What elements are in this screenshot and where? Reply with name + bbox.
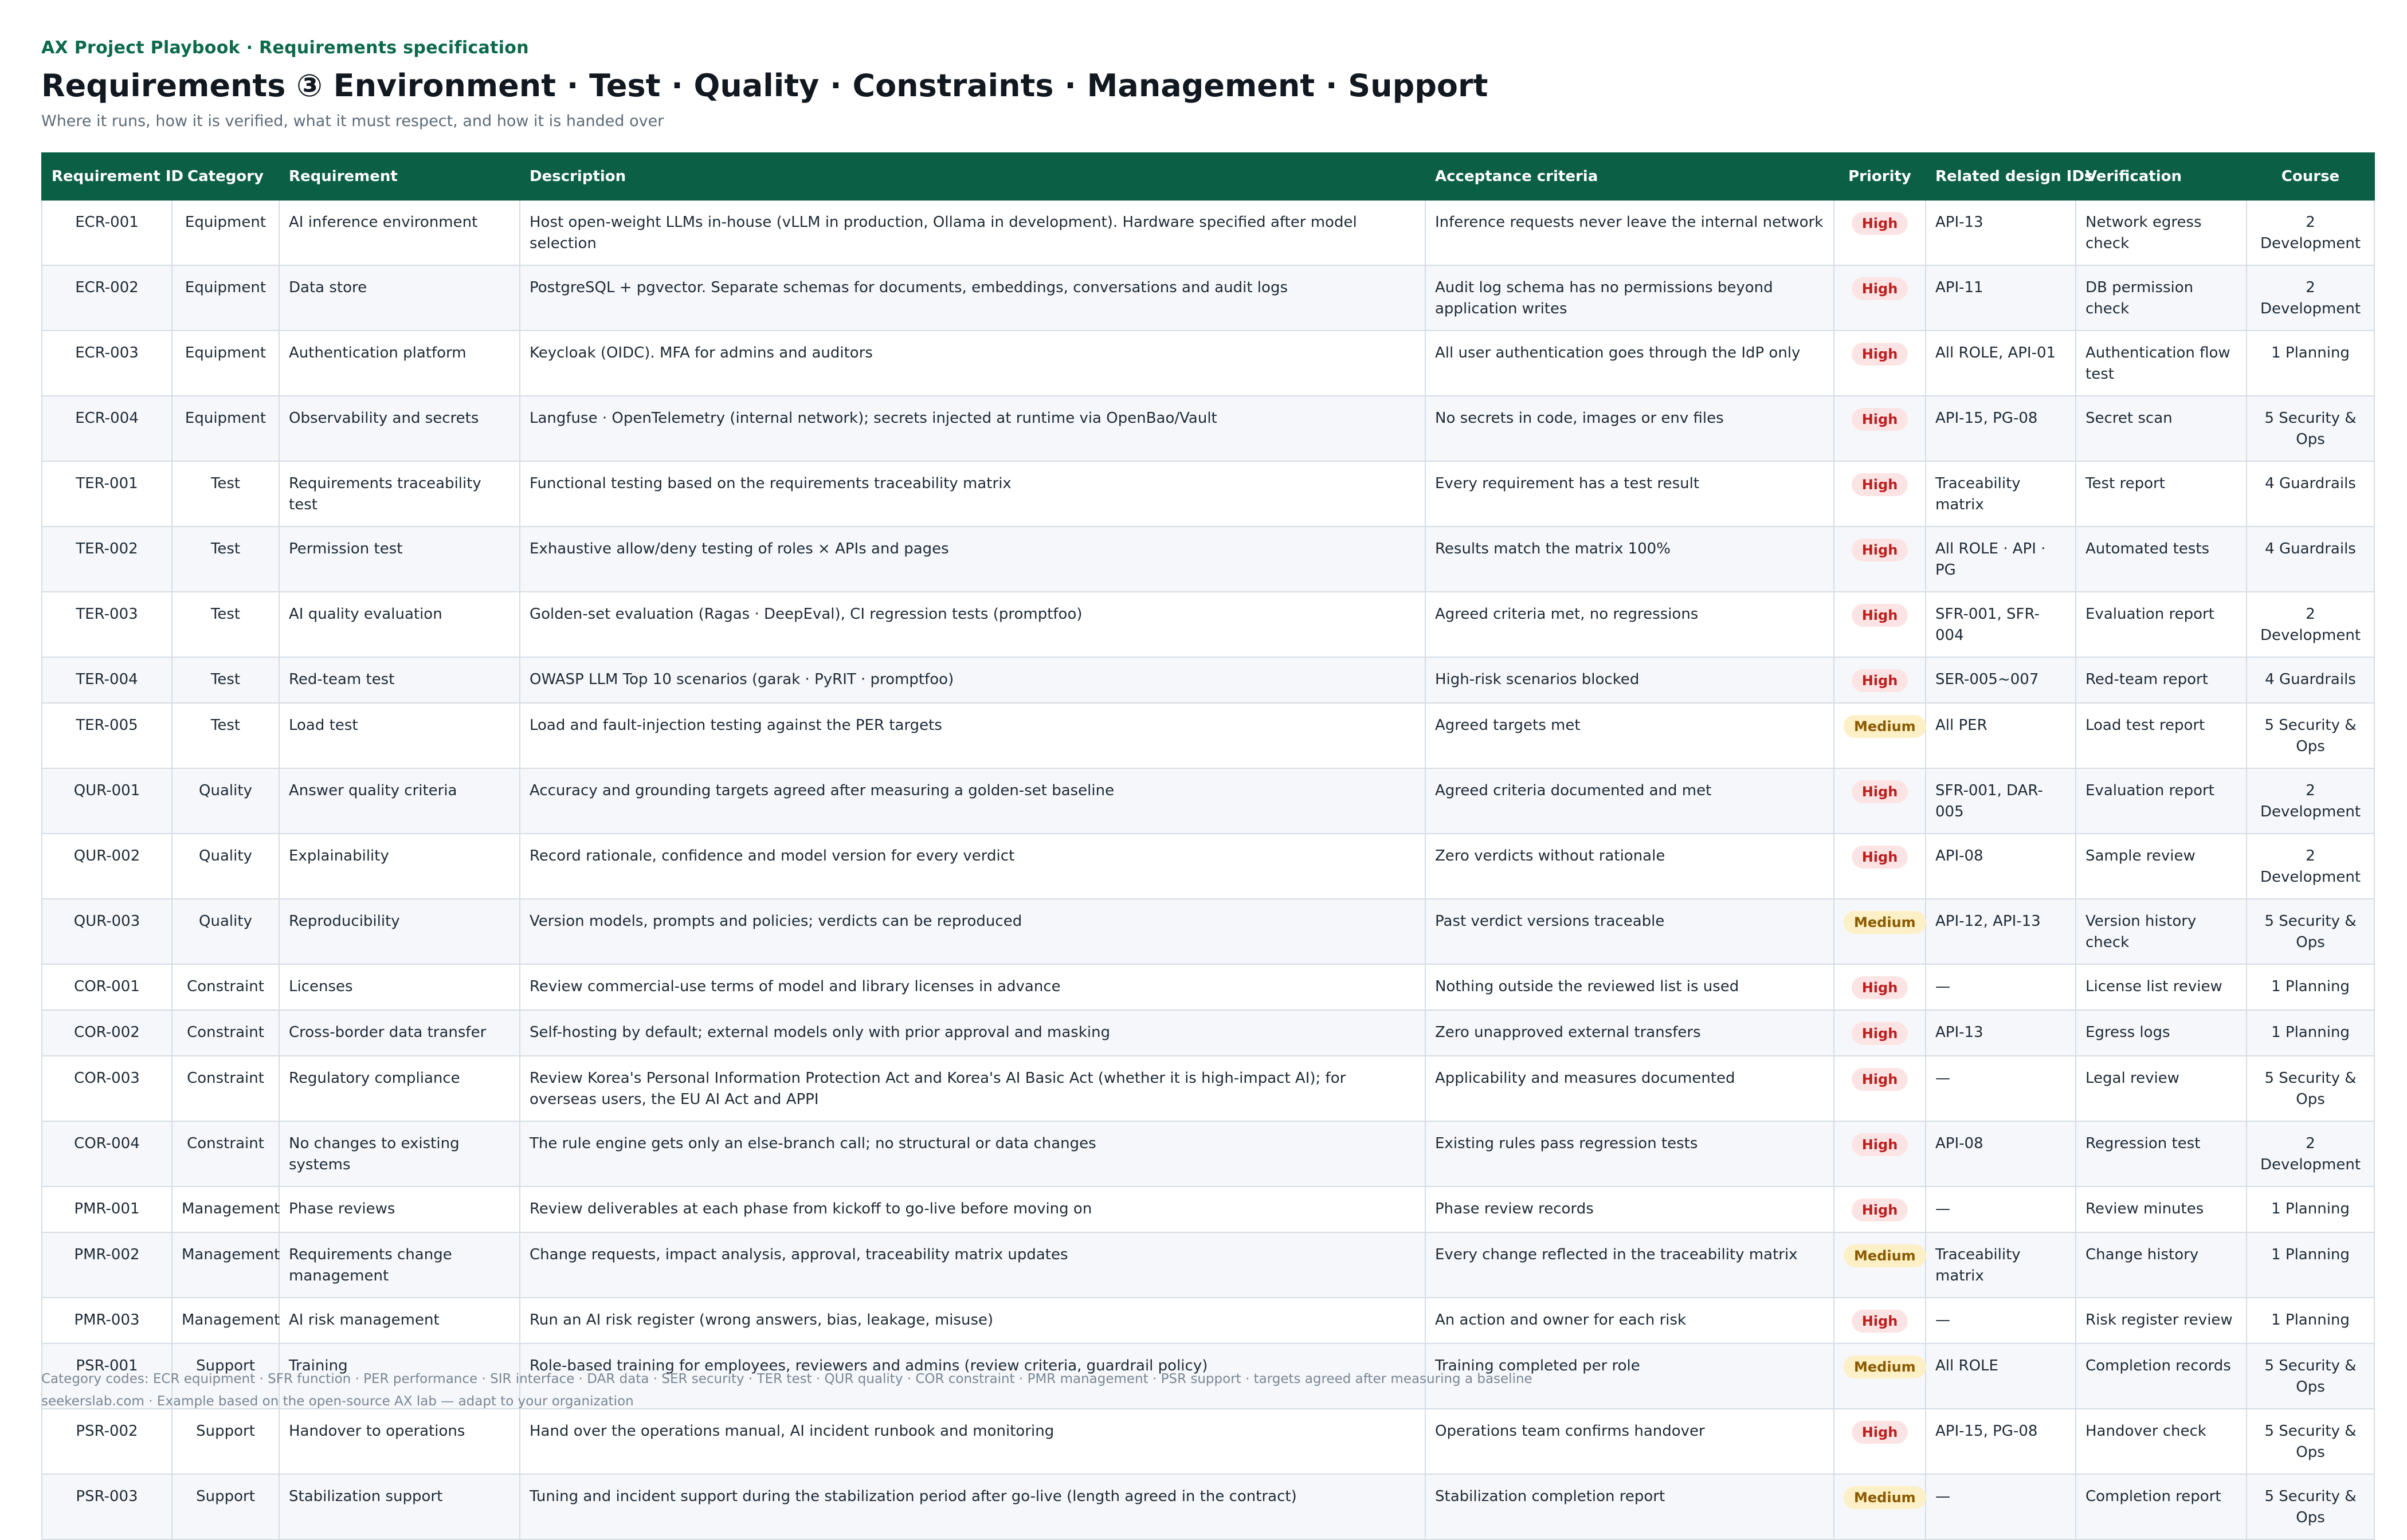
cell-requirement: Authentication platform: [279, 331, 520, 396]
priority-badge: Medium: [1844, 1486, 1926, 1509]
cell-priority: [1834, 592, 1926, 657]
cell-course: 2 Development: [2247, 200, 2374, 265]
cell-related-design-ids: SER-005~007: [1926, 657, 2076, 703]
cell-priority: [1834, 899, 1926, 964]
cell-requirement: Requirements traceability test: [279, 461, 520, 527]
cell-requirement: AI risk management: [279, 1298, 520, 1343]
cell-requirement: Handover to operations: [279, 1409, 520, 1474]
cell-verification: Egress logs: [2076, 1010, 2247, 1056]
cell-related-design-ids: All PER: [1926, 703, 2076, 768]
cell-verification: Secret scan: [2076, 396, 2247, 461]
page-title: Requirements ③ Environment · Test · Quality · Constraints · Management · Support: [41, 68, 1488, 104]
priority-badge: High: [1852, 1022, 1908, 1045]
cell-requirement-id: TER-004: [42, 657, 172, 703]
cell-course: 1 Planning: [2247, 1232, 2374, 1298]
cell-related-design-ids: API-13: [1926, 200, 2076, 265]
cell-description: Langfuse · OpenTelemetry (internal network); secrets injected at runtime via OpenBao/Vault: [520, 396, 1425, 461]
cell-course: 5 Security & Ops: [2247, 899, 2374, 964]
cell-priority: [1834, 703, 1926, 768]
cell-acceptance-criteria: Nothing outside the reviewed list is used: [1425, 964, 1834, 1010]
cell-requirement-id: TER-005: [42, 703, 172, 768]
cell-requirement: Phase reviews: [279, 1187, 520, 1232]
table-row: [42, 527, 2374, 592]
cell-course: 1 Planning: [2247, 1010, 2374, 1056]
cell-verification: Test report: [2076, 461, 2247, 527]
cell-requirement: Training: [279, 1343, 520, 1409]
cell-priority: [1834, 1187, 1926, 1232]
cell-priority: [1834, 1010, 1926, 1056]
cell-acceptance-criteria: An action and owner for each risk: [1425, 1298, 1834, 1343]
cell-course: 5 Security & Ops: [2247, 1409, 2374, 1474]
table-row: [42, 396, 2374, 461]
cell-requirement-id: QUR-003: [42, 899, 172, 964]
cell-verification: Network egress check: [2076, 200, 2247, 265]
cell-requirement-id: ECR-003: [42, 331, 172, 396]
cell-acceptance-criteria: No secrets in code, images or env files: [1425, 396, 1834, 461]
cell-description: Functional testing based on the requirements traceability matrix: [520, 461, 1425, 527]
cell-requirement: Explainability: [279, 834, 520, 899]
cell-requirement: AI inference environment: [279, 200, 520, 265]
table-row: [42, 899, 2374, 964]
cell-course: 5 Security & Ops: [2247, 703, 2374, 768]
cell-related-design-ids: API-15, PG-08: [1926, 396, 2076, 461]
priority-badge: Medium: [1844, 911, 1926, 934]
cell-requirement-id: COR-002: [42, 1010, 172, 1056]
cell-related-design-ids: Traceability matrix: [1926, 461, 2076, 527]
cell-course: 2 Development: [2247, 592, 2374, 657]
cell-course: 5 Security & Ops: [2247, 1056, 2374, 1121]
cell-requirement: Red-team test: [279, 657, 520, 703]
table-row: [42, 200, 2374, 265]
cell-requirement: Cross-border data transfer: [279, 1010, 520, 1056]
cell-priority: [1834, 396, 1926, 461]
cell-category: Equipment: [172, 265, 279, 331]
cell-description: PostgreSQL + pgvector. Separate schemas for documents, embeddings, conversations and audit logs: [520, 265, 1425, 331]
table-row: [42, 1121, 2374, 1187]
cell-verification: Regression test: [2076, 1121, 2247, 1187]
cell-verification: Load test report: [2076, 703, 2247, 768]
cell-related-design-ids: All ROLE: [1926, 1343, 2076, 1409]
eyebrow-label: AX Project Playbook · Requirements specification: [41, 38, 529, 58]
cell-requirement-id: TER-001: [42, 461, 172, 527]
cell-related-design-ids: SFR-001, SFR-004: [1926, 592, 2076, 657]
credit-note: seekerslab.com · Example based on the open-source AX lab — adapt to your organization: [41, 1394, 634, 1409]
cell-description: Exhaustive allow/deny testing of roles × APIs and pages: [520, 527, 1425, 592]
cell-verification: Legal review: [2076, 1056, 2247, 1121]
cell-requirement-id: TER-003: [42, 592, 172, 657]
cell-acceptance-criteria: Every change reflected in the traceability matrix: [1425, 1232, 1834, 1298]
col-header-category: Category: [172, 153, 279, 200]
cell-category: Management: [172, 1187, 279, 1232]
cell-requirement-id: PMR-001: [42, 1187, 172, 1232]
table-row: [42, 834, 2374, 899]
cell-course: 2 Development: [2247, 834, 2374, 899]
cell-verification: Authentication flow test: [2076, 331, 2247, 396]
table-body: [42, 200, 2374, 1539]
cell-acceptance-criteria: Phase review records: [1425, 1187, 1834, 1232]
cell-priority: [1834, 1121, 1926, 1187]
cell-requirement: Load test: [279, 703, 520, 768]
cell-description: Keycloak (OIDC). MFA for admins and auditors: [520, 331, 1425, 396]
col-header-verification: Verification: [2076, 153, 2247, 200]
cell-course: 1 Planning: [2247, 1298, 2374, 1343]
cell-category: Support: [172, 1343, 279, 1409]
col-header-requirement: Requirement: [279, 153, 520, 200]
priority-badge: High: [1852, 1068, 1908, 1091]
cell-category: Support: [172, 1474, 279, 1539]
cell-course: 4 Guardrails: [2247, 657, 2374, 703]
cell-description: Hand over the operations manual, AI incident runbook and monitoring: [520, 1409, 1425, 1474]
cell-course: 5 Security & Ops: [2247, 1343, 2374, 1409]
priority-badge: High: [1852, 780, 1908, 803]
priority-badge: Medium: [1844, 1244, 1926, 1267]
cell-related-design-ids: API-12, API-13: [1926, 899, 2076, 964]
cell-course: 1 Planning: [2247, 1187, 2374, 1232]
cell-requirement-id: PSR-002: [42, 1409, 172, 1474]
cell-requirement: Regulatory compliance: [279, 1056, 520, 1121]
cell-requirement-id: ECR-002: [42, 265, 172, 331]
cell-description: Tuning and incident support during the stabilization period after go-live (length agreed in the contract): [520, 1474, 1425, 1539]
cell-verification: License list review: [2076, 964, 2247, 1010]
cell-requirement-id: COR-003: [42, 1056, 172, 1121]
cell-category: Constraint: [172, 1121, 279, 1187]
cell-acceptance-criteria: Past verdict versions traceable: [1425, 899, 1834, 964]
cell-related-design-ids: API-15, PG-08: [1926, 1409, 2076, 1474]
cell-priority: [1834, 834, 1926, 899]
table-row: [42, 461, 2374, 527]
table-row: [42, 265, 2374, 331]
cell-related-design-ids: All ROLE, API-01: [1926, 331, 2076, 396]
cell-verification: DB permission check: [2076, 265, 2247, 331]
cell-description: OWASP LLM Top 10 scenarios (garak · PyRIT · promptfoo): [520, 657, 1425, 703]
cell-acceptance-criteria: High-risk scenarios blocked: [1425, 657, 1834, 703]
requirements-table: [41, 152, 2375, 1540]
cell-course: 4 Guardrails: [2247, 527, 2374, 592]
cell-verification: Review minutes: [2076, 1187, 2247, 1232]
cell-verification: Automated tests: [2076, 527, 2247, 592]
cell-verification: Sample review: [2076, 834, 2247, 899]
cell-requirement-id: PSR-001: [42, 1343, 172, 1409]
cell-description: Review commercial-use terms of model and library licenses in advance: [520, 964, 1425, 1010]
cell-requirement-id: PMR-002: [42, 1232, 172, 1298]
cell-related-design-ids: API-13: [1926, 1010, 2076, 1056]
cell-priority: [1834, 1056, 1926, 1121]
cell-acceptance-criteria: Zero verdicts without rationale: [1425, 834, 1834, 899]
priority-badge: High: [1852, 604, 1908, 627]
cell-category: Support: [172, 1409, 279, 1474]
cell-related-design-ids: SFR-001, DAR-005: [1926, 768, 2076, 834]
cell-category: Test: [172, 461, 279, 527]
cell-category: Test: [172, 703, 279, 768]
cell-category: Test: [172, 527, 279, 592]
cell-verification: Red-team report: [2076, 657, 2247, 703]
priority-badge: High: [1852, 846, 1908, 869]
cell-verification: Handover check: [2076, 1409, 2247, 1474]
cell-related-design-ids: API-11: [1926, 265, 2076, 331]
table-header-row: [42, 153, 2374, 200]
cell-priority: [1834, 200, 1926, 265]
cell-category: Constraint: [172, 964, 279, 1010]
col-header-description: Description: [520, 153, 1425, 200]
cell-category: Constraint: [172, 1010, 279, 1056]
cell-requirement: Stabilization support: [279, 1474, 520, 1539]
cell-related-design-ids: API-08: [1926, 834, 2076, 899]
cell-priority: [1834, 1409, 1926, 1474]
cell-acceptance-criteria: Inference requests never leave the internal network: [1425, 200, 1834, 265]
table-row: [42, 1232, 2374, 1298]
cell-priority: [1834, 1232, 1926, 1298]
cell-description: Run an AI risk register (wrong answers, bias, leakage, misuse): [520, 1298, 1425, 1343]
cell-acceptance-criteria: Operations team confirms handover: [1425, 1409, 1834, 1474]
table-row: [42, 1187, 2374, 1232]
cell-related-design-ids: —: [1926, 1056, 2076, 1121]
cell-description: Change requests, impact analysis, approval, traceability matrix updates: [520, 1232, 1425, 1298]
cell-acceptance-criteria: Agreed criteria documented and met: [1425, 768, 1834, 834]
table-row: [42, 657, 2374, 703]
cell-related-design-ids: —: [1926, 1474, 2076, 1539]
cell-priority: [1834, 527, 1926, 592]
table-row: [42, 1056, 2374, 1121]
cell-description: Host open-weight LLMs in-house (vLLM in production, Ollama in development). Hardware specified after model selection: [520, 200, 1425, 265]
cell-requirement: Observability and secrets: [279, 396, 520, 461]
priority-badge: High: [1852, 212, 1908, 235]
cell-priority: [1834, 265, 1926, 331]
cell-requirement: Permission test: [279, 527, 520, 592]
cell-course: 1 Planning: [2247, 964, 2374, 1010]
cell-description: Record rationale, confidence and model version for every verdict: [520, 834, 1425, 899]
cell-description: Role-based training for employees, reviewers and admins (review criteria, guardrail policy): [520, 1343, 1425, 1409]
cell-category: Management: [172, 1232, 279, 1298]
cell-course: 2 Development: [2247, 265, 2374, 331]
cell-description: Review deliverables at each phase from kickoff to go-live before moving on: [520, 1187, 1425, 1232]
category-codes-note: Category codes: ECR equipment · SFR function · PER performance · SIR interface · DAR data · SER security · TER test · QUR quality · COR constraint · PMR management · PSR support · targets agreed after measuring a baseline: [41, 1372, 1532, 1386]
cell-acceptance-criteria: Every requirement has a test result: [1425, 461, 1834, 527]
cell-requirement-id: PMR-003: [42, 1298, 172, 1343]
cell-acceptance-criteria: Results match the matrix 100%: [1425, 527, 1834, 592]
cell-category: Quality: [172, 834, 279, 899]
table-row: [42, 1298, 2374, 1343]
table-row: [42, 592, 2374, 657]
cell-requirement-id: QUR-001: [42, 768, 172, 834]
priority-badge: Medium: [1844, 715, 1926, 738]
cell-description: Golden-set evaluation (Ragas · DeepEval), CI regression tests (promptfoo): [520, 592, 1425, 657]
table-header: [42, 153, 2374, 200]
col-header-course: Course: [2247, 153, 2374, 200]
cell-acceptance-criteria: All user authentication goes through the IdP only: [1425, 331, 1834, 396]
table-row: [42, 1474, 2374, 1539]
cell-acceptance-criteria: Agreed criteria met, no regressions: [1425, 592, 1834, 657]
cell-acceptance-criteria: Existing rules pass regression tests: [1425, 1121, 1834, 1187]
priority-badge: High: [1852, 1421, 1908, 1444]
priority-badge: High: [1852, 473, 1908, 496]
cell-requirement: Licenses: [279, 964, 520, 1010]
cell-requirement-id: ECR-001: [42, 200, 172, 265]
cell-requirement-id: TER-002: [42, 527, 172, 592]
cell-requirement: Answer quality criteria: [279, 768, 520, 834]
cell-requirement-id: COR-001: [42, 964, 172, 1010]
col-header-requirement-id: Requirement ID: [42, 153, 172, 200]
priority-badge: Medium: [1844, 1356, 1926, 1378]
cell-course: 4 Guardrails: [2247, 461, 2374, 527]
cell-priority: [1834, 461, 1926, 527]
cell-category: Constraint: [172, 1056, 279, 1121]
cell-priority: [1834, 1298, 1926, 1343]
cell-category: Quality: [172, 899, 279, 964]
priority-badge: High: [1852, 539, 1908, 561]
table-row: [42, 1010, 2374, 1056]
priority-badge: High: [1852, 277, 1908, 300]
cell-acceptance-criteria: Zero unapproved external transfers: [1425, 1010, 1834, 1056]
cell-course: 1 Planning: [2247, 331, 2374, 396]
priority-badge: High: [1852, 669, 1908, 692]
table-row: [42, 1409, 2374, 1474]
cell-priority: [1834, 1474, 1926, 1539]
cell-requirement-id: COR-004: [42, 1121, 172, 1187]
cell-verification: Completion report: [2076, 1474, 2247, 1539]
cell-category: Quality: [172, 768, 279, 834]
cell-verification: Version history check: [2076, 899, 2247, 964]
cell-priority: [1834, 964, 1926, 1010]
priority-badge: High: [1852, 343, 1908, 366]
cell-verification: Completion records: [2076, 1343, 2247, 1409]
cell-priority: [1834, 657, 1926, 703]
cell-priority: [1834, 768, 1926, 834]
cell-acceptance-criteria: Audit log schema has no permissions beyond application writes: [1425, 265, 1834, 331]
cell-course: 2 Development: [2247, 1121, 2374, 1187]
priority-badge: High: [1852, 408, 1908, 431]
cell-description: Review Korea's Personal Information Protection Act and Korea's AI Basic Act (whether it is high-impact AI); for overseas users, the EU AI Act and APPI: [520, 1056, 1425, 1121]
cell-related-design-ids: —: [1926, 1298, 2076, 1343]
cell-description: Load and fault-injection testing against the PER targets: [520, 703, 1425, 768]
cell-requirement-id: PSR-003: [42, 1474, 172, 1539]
cell-requirement: AI quality evaluation: [279, 592, 520, 657]
priority-badge: High: [1852, 976, 1908, 999]
cell-category: Test: [172, 657, 279, 703]
cell-course: 2 Development: [2247, 768, 2374, 834]
cell-related-design-ids: All ROLE · API · PG: [1926, 527, 2076, 592]
cell-related-design-ids: API-08: [1926, 1121, 2076, 1187]
cell-requirement: Data store: [279, 265, 520, 331]
cell-category: Test: [172, 592, 279, 657]
table-row: [42, 768, 2374, 834]
col-header-related-design-ids: Related design IDs: [1926, 153, 2076, 200]
cell-priority: [1834, 331, 1926, 396]
cell-description: Accuracy and grounding targets agreed after measuring a golden-set baseline: [520, 768, 1425, 834]
cell-requirement-id: QUR-002: [42, 834, 172, 899]
cell-description: Self-hosting by default; external models only with prior approval and masking: [520, 1010, 1425, 1056]
cell-acceptance-criteria: Training completed per role: [1425, 1343, 1834, 1409]
page-subtitle: Where it runs, how it is verified, what it must respect, and how it is handed over: [41, 112, 664, 130]
cell-related-design-ids: —: [1926, 1187, 2076, 1232]
cell-acceptance-criteria: Stabilization completion report: [1425, 1474, 1834, 1539]
cell-related-design-ids: —: [1926, 964, 2076, 1010]
cell-acceptance-criteria: Agreed targets met: [1425, 703, 1834, 768]
cell-requirement: No changes to existing systems: [279, 1121, 520, 1187]
cell-category: Management: [172, 1298, 279, 1343]
cell-requirement: Requirements change management: [279, 1232, 520, 1298]
priority-badge: High: [1852, 1199, 1908, 1221]
cell-verification: Change history: [2076, 1232, 2247, 1298]
cell-course: 5 Security & Ops: [2247, 396, 2374, 461]
cell-verification: Risk register review: [2076, 1298, 2247, 1343]
col-header-acceptance-criteria: Acceptance criteria: [1425, 153, 1834, 200]
cell-description: Version models, prompts and policies; verdicts can be reproduced: [520, 899, 1425, 964]
table-row: [42, 964, 2374, 1010]
cell-requirement-id: ECR-004: [42, 396, 172, 461]
col-header-priority: Priority: [1834, 153, 1926, 200]
cell-acceptance-criteria: Applicability and measures documented: [1425, 1056, 1834, 1121]
cell-related-design-ids: Traceability matrix: [1926, 1232, 2076, 1298]
cell-category: Equipment: [172, 200, 279, 265]
priority-badge: High: [1852, 1310, 1908, 1333]
cell-priority: [1834, 1343, 1926, 1409]
cell-description: The rule engine gets only an else-branch call; no structural or data changes: [520, 1121, 1425, 1187]
cell-verification: Evaluation report: [2076, 592, 2247, 657]
cell-course: 5 Security & Ops: [2247, 1474, 2374, 1539]
table-row: [42, 703, 2374, 768]
cell-category: Equipment: [172, 331, 279, 396]
cell-verification: Evaluation report: [2076, 768, 2247, 834]
cell-category: Equipment: [172, 396, 279, 461]
priority-badge: High: [1852, 1133, 1908, 1156]
table-row: [42, 331, 2374, 396]
cell-requirement: Reproducibility: [279, 899, 520, 964]
